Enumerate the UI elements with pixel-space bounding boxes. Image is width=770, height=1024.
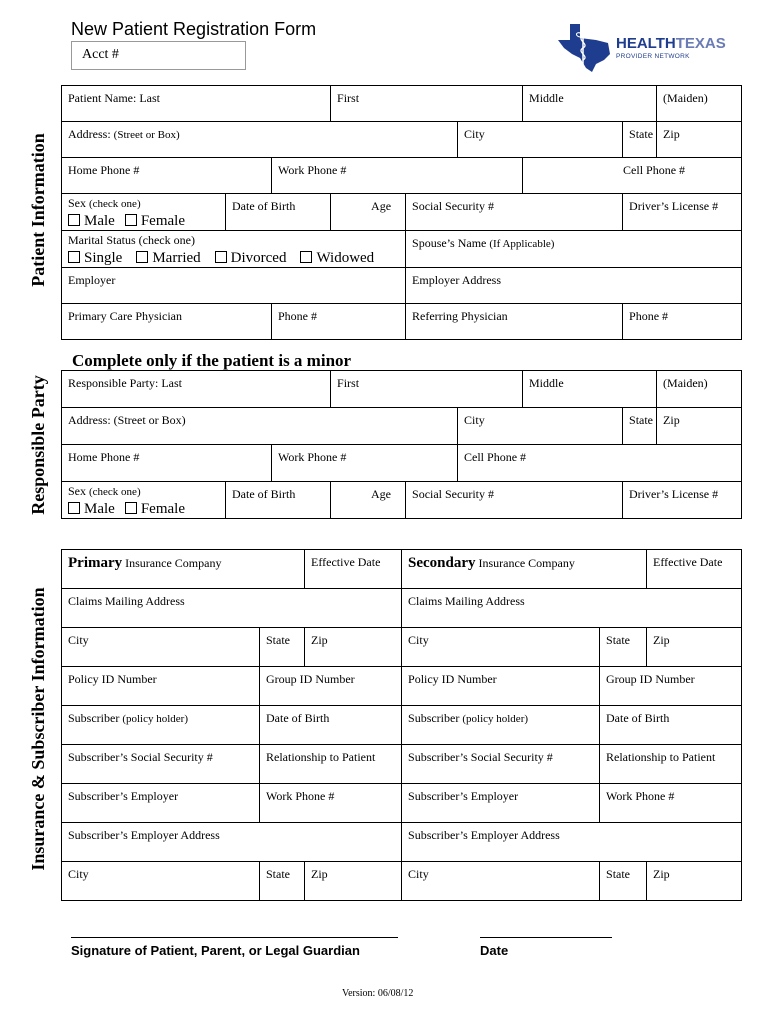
secondary-work-phone-field[interactable]: Work Phone # bbox=[600, 784, 742, 823]
patient-address-field[interactable]: Address: (Street or Box) bbox=[62, 122, 458, 158]
insurance-table bbox=[61, 549, 742, 901]
secondary-claims-address-field[interactable]: Claims Mailing Address bbox=[402, 589, 742, 628]
patient-last-name-field[interactable]: Patient Name: Last bbox=[62, 86, 331, 122]
primary-employer-city-field[interactable]: City bbox=[62, 862, 260, 901]
primary-policy-id-field[interactable]: Policy ID Number bbox=[62, 667, 260, 706]
signature-label: Signature of Patient, Parent, or Legal Guardian bbox=[71, 943, 360, 958]
responsible-city-field[interactable]: City bbox=[458, 408, 623, 445]
texas-map-icon bbox=[556, 22, 616, 74]
responsible-drivers-license-field[interactable]: Driver’s License # bbox=[623, 482, 742, 519]
primary-employer-state-field[interactable]: State bbox=[260, 862, 305, 901]
patient-city-field[interactable]: City bbox=[458, 122, 623, 158]
date-line[interactable] bbox=[480, 937, 612, 938]
secondary-subscriber-ssn-field[interactable]: Subscriber’s Social Security # bbox=[402, 745, 600, 784]
single-checkbox[interactable] bbox=[68, 251, 80, 263]
secondary-subscriber-employer-field[interactable]: Subscriber’s Employer bbox=[402, 784, 600, 823]
primary-claims-address-field[interactable]: Claims Mailing Address bbox=[62, 589, 402, 628]
patient-dob-field[interactable]: Date of Birth bbox=[226, 194, 331, 231]
secondary-subscriber-field[interactable]: Subscriber (policy holder) bbox=[402, 706, 600, 745]
section-label-insurance: Insurance & Subscriber Information bbox=[28, 587, 48, 871]
married-checkbox[interactable] bbox=[136, 251, 148, 263]
patient-drivers-license-field[interactable]: Driver’s License # bbox=[623, 194, 742, 231]
secondary-policy-id-field[interactable]: Policy ID Number bbox=[402, 667, 600, 706]
primary-employer-address-field[interactable]: Subscriber’s Employer Address bbox=[62, 823, 402, 862]
patient-maiden-name-field[interactable]: (Maiden) bbox=[657, 86, 742, 122]
patient-cell-phone-field[interactable]: Cell Phone # bbox=[523, 158, 742, 194]
healthtexas-logo bbox=[556, 22, 746, 74]
section-label-patient: Patient Information bbox=[28, 133, 48, 287]
responsible-cell-phone-field[interactable]: Cell Phone # bbox=[458, 445, 742, 482]
secondary-group-id-field[interactable]: Group ID Number bbox=[600, 667, 742, 706]
widowed-checkbox[interactable] bbox=[300, 251, 312, 263]
primary-group-id-field[interactable]: Group ID Number bbox=[260, 667, 402, 706]
responsible-zip-field[interactable]: Zip bbox=[657, 408, 742, 445]
patient-info-table bbox=[61, 85, 742, 340]
minor-heading: Complete only if the patient is a minor bbox=[72, 351, 352, 370]
acct-label: Acct # bbox=[82, 47, 119, 62]
primary-subscriber-employer-field[interactable]: Subscriber’s Employer bbox=[62, 784, 260, 823]
primary-zip-field[interactable]: Zip bbox=[305, 628, 402, 667]
primary-subscriber-ssn-field[interactable]: Subscriber’s Social Security # bbox=[62, 745, 260, 784]
referring-phone-field[interactable]: Phone # bbox=[623, 304, 742, 340]
responsible-first-name-field[interactable]: First bbox=[331, 371, 523, 408]
primary-care-physician-field[interactable]: Primary Care Physician bbox=[62, 304, 272, 340]
primary-state-field[interactable]: State bbox=[260, 628, 305, 667]
signature-line[interactable] bbox=[71, 937, 398, 938]
primary-city-field[interactable]: City bbox=[62, 628, 260, 667]
patient-zip-field[interactable]: Zip bbox=[657, 122, 742, 158]
patient-employer-address-field[interactable]: Employer Address bbox=[406, 268, 742, 304]
patient-state-field[interactable]: State bbox=[623, 122, 657, 158]
secondary-city-field[interactable]: City bbox=[402, 628, 600, 667]
primary-subscriber-dob-field[interactable]: Date of Birth bbox=[260, 706, 402, 745]
patient-employer-field[interactable]: Employer bbox=[62, 268, 406, 304]
responsible-home-phone-field[interactable]: Home Phone # bbox=[62, 445, 272, 482]
secondary-zip-field[interactable]: Zip bbox=[647, 628, 742, 667]
secondary-relationship-field[interactable]: Relationship to Patient bbox=[600, 745, 742, 784]
responsible-maiden-name-field[interactable]: (Maiden) bbox=[657, 371, 742, 408]
patient-marital-status-field: Marital Status (check one) Single Married Divorced Widowed bbox=[62, 231, 406, 268]
logo-brand: HEALTHTEXAS bbox=[616, 35, 726, 52]
primary-work-phone-field[interactable]: Work Phone # bbox=[260, 784, 402, 823]
acct-field[interactable] bbox=[71, 41, 246, 70]
referring-physician-field[interactable]: Referring Physician bbox=[406, 304, 623, 340]
male-checkbox[interactable] bbox=[68, 214, 80, 226]
patient-work-phone-field[interactable]: Work Phone # bbox=[272, 158, 523, 194]
female-checkbox[interactable] bbox=[125, 214, 137, 226]
page-title: New Patient Registration Form bbox=[71, 19, 317, 39]
primary-employer-zip-field[interactable]: Zip bbox=[305, 862, 402, 901]
responsible-male-checkbox[interactable] bbox=[68, 502, 80, 514]
pcp-phone-field[interactable]: Phone # bbox=[272, 304, 406, 340]
responsible-party-table bbox=[61, 370, 742, 519]
divorced-checkbox[interactable] bbox=[215, 251, 227, 263]
patient-home-phone-field[interactable]: Home Phone # bbox=[62, 158, 272, 194]
responsible-dob-field[interactable]: Date of Birth bbox=[226, 482, 331, 519]
responsible-middle-name-field[interactable]: Middle bbox=[523, 371, 657, 408]
responsible-age-field[interactable]: Age bbox=[331, 482, 406, 519]
responsible-sex-field: Sex (check one) Male Female bbox=[62, 482, 226, 519]
patient-age-field[interactable]: Age bbox=[331, 194, 406, 231]
secondary-state-field[interactable]: State bbox=[600, 628, 647, 667]
logo-subtitle: PROVIDER NETWORK bbox=[616, 53, 690, 60]
secondary-effective-date-field[interactable]: Effective Date bbox=[647, 550, 742, 589]
primary-subscriber-field[interactable]: Subscriber (policy holder) bbox=[62, 706, 260, 745]
date-label: Date bbox=[480, 943, 509, 958]
secondary-employer-zip-field[interactable]: Zip bbox=[647, 862, 742, 901]
secondary-employer-address-field[interactable]: Subscriber’s Employer Address bbox=[402, 823, 742, 862]
responsible-work-phone-field[interactable]: Work Phone # bbox=[272, 445, 458, 482]
primary-insurance-company-field[interactable]: Primary Insurance Company bbox=[62, 550, 305, 589]
version-label: Version: 06/08/12 bbox=[342, 988, 414, 999]
responsible-address-field[interactable]: Address: (Street or Box) bbox=[62, 408, 458, 445]
responsible-last-name-field[interactable]: Responsible Party: Last bbox=[62, 371, 331, 408]
secondary-employer-city-field[interactable]: City bbox=[402, 862, 600, 901]
patient-ssn-field[interactable]: Social Security # bbox=[406, 194, 623, 231]
responsible-ssn-field[interactable]: Social Security # bbox=[406, 482, 623, 519]
secondary-insurance-company-field[interactable]: Secondary Insurance Company bbox=[402, 550, 647, 589]
primary-relationship-field[interactable]: Relationship to Patient bbox=[260, 745, 402, 784]
secondary-employer-state-field[interactable]: State bbox=[600, 862, 647, 901]
patient-spouse-name-field[interactable]: Spouse’s Name (If Applicable) bbox=[406, 231, 742, 268]
secondary-subscriber-dob-field[interactable]: Date of Birth bbox=[600, 706, 742, 745]
responsible-state-field[interactable]: State bbox=[623, 408, 657, 445]
section-label-responsible: Responsible Party bbox=[28, 375, 48, 515]
patient-sex-field: Sex (check one) Male Female bbox=[62, 194, 226, 231]
patient-first-name-field[interactable]: First bbox=[331, 86, 523, 122]
primary-effective-date-field[interactable]: Effective Date bbox=[305, 550, 402, 589]
responsible-female-checkbox[interactable] bbox=[125, 502, 137, 514]
patient-middle-name-field[interactable]: Middle bbox=[523, 86, 657, 122]
